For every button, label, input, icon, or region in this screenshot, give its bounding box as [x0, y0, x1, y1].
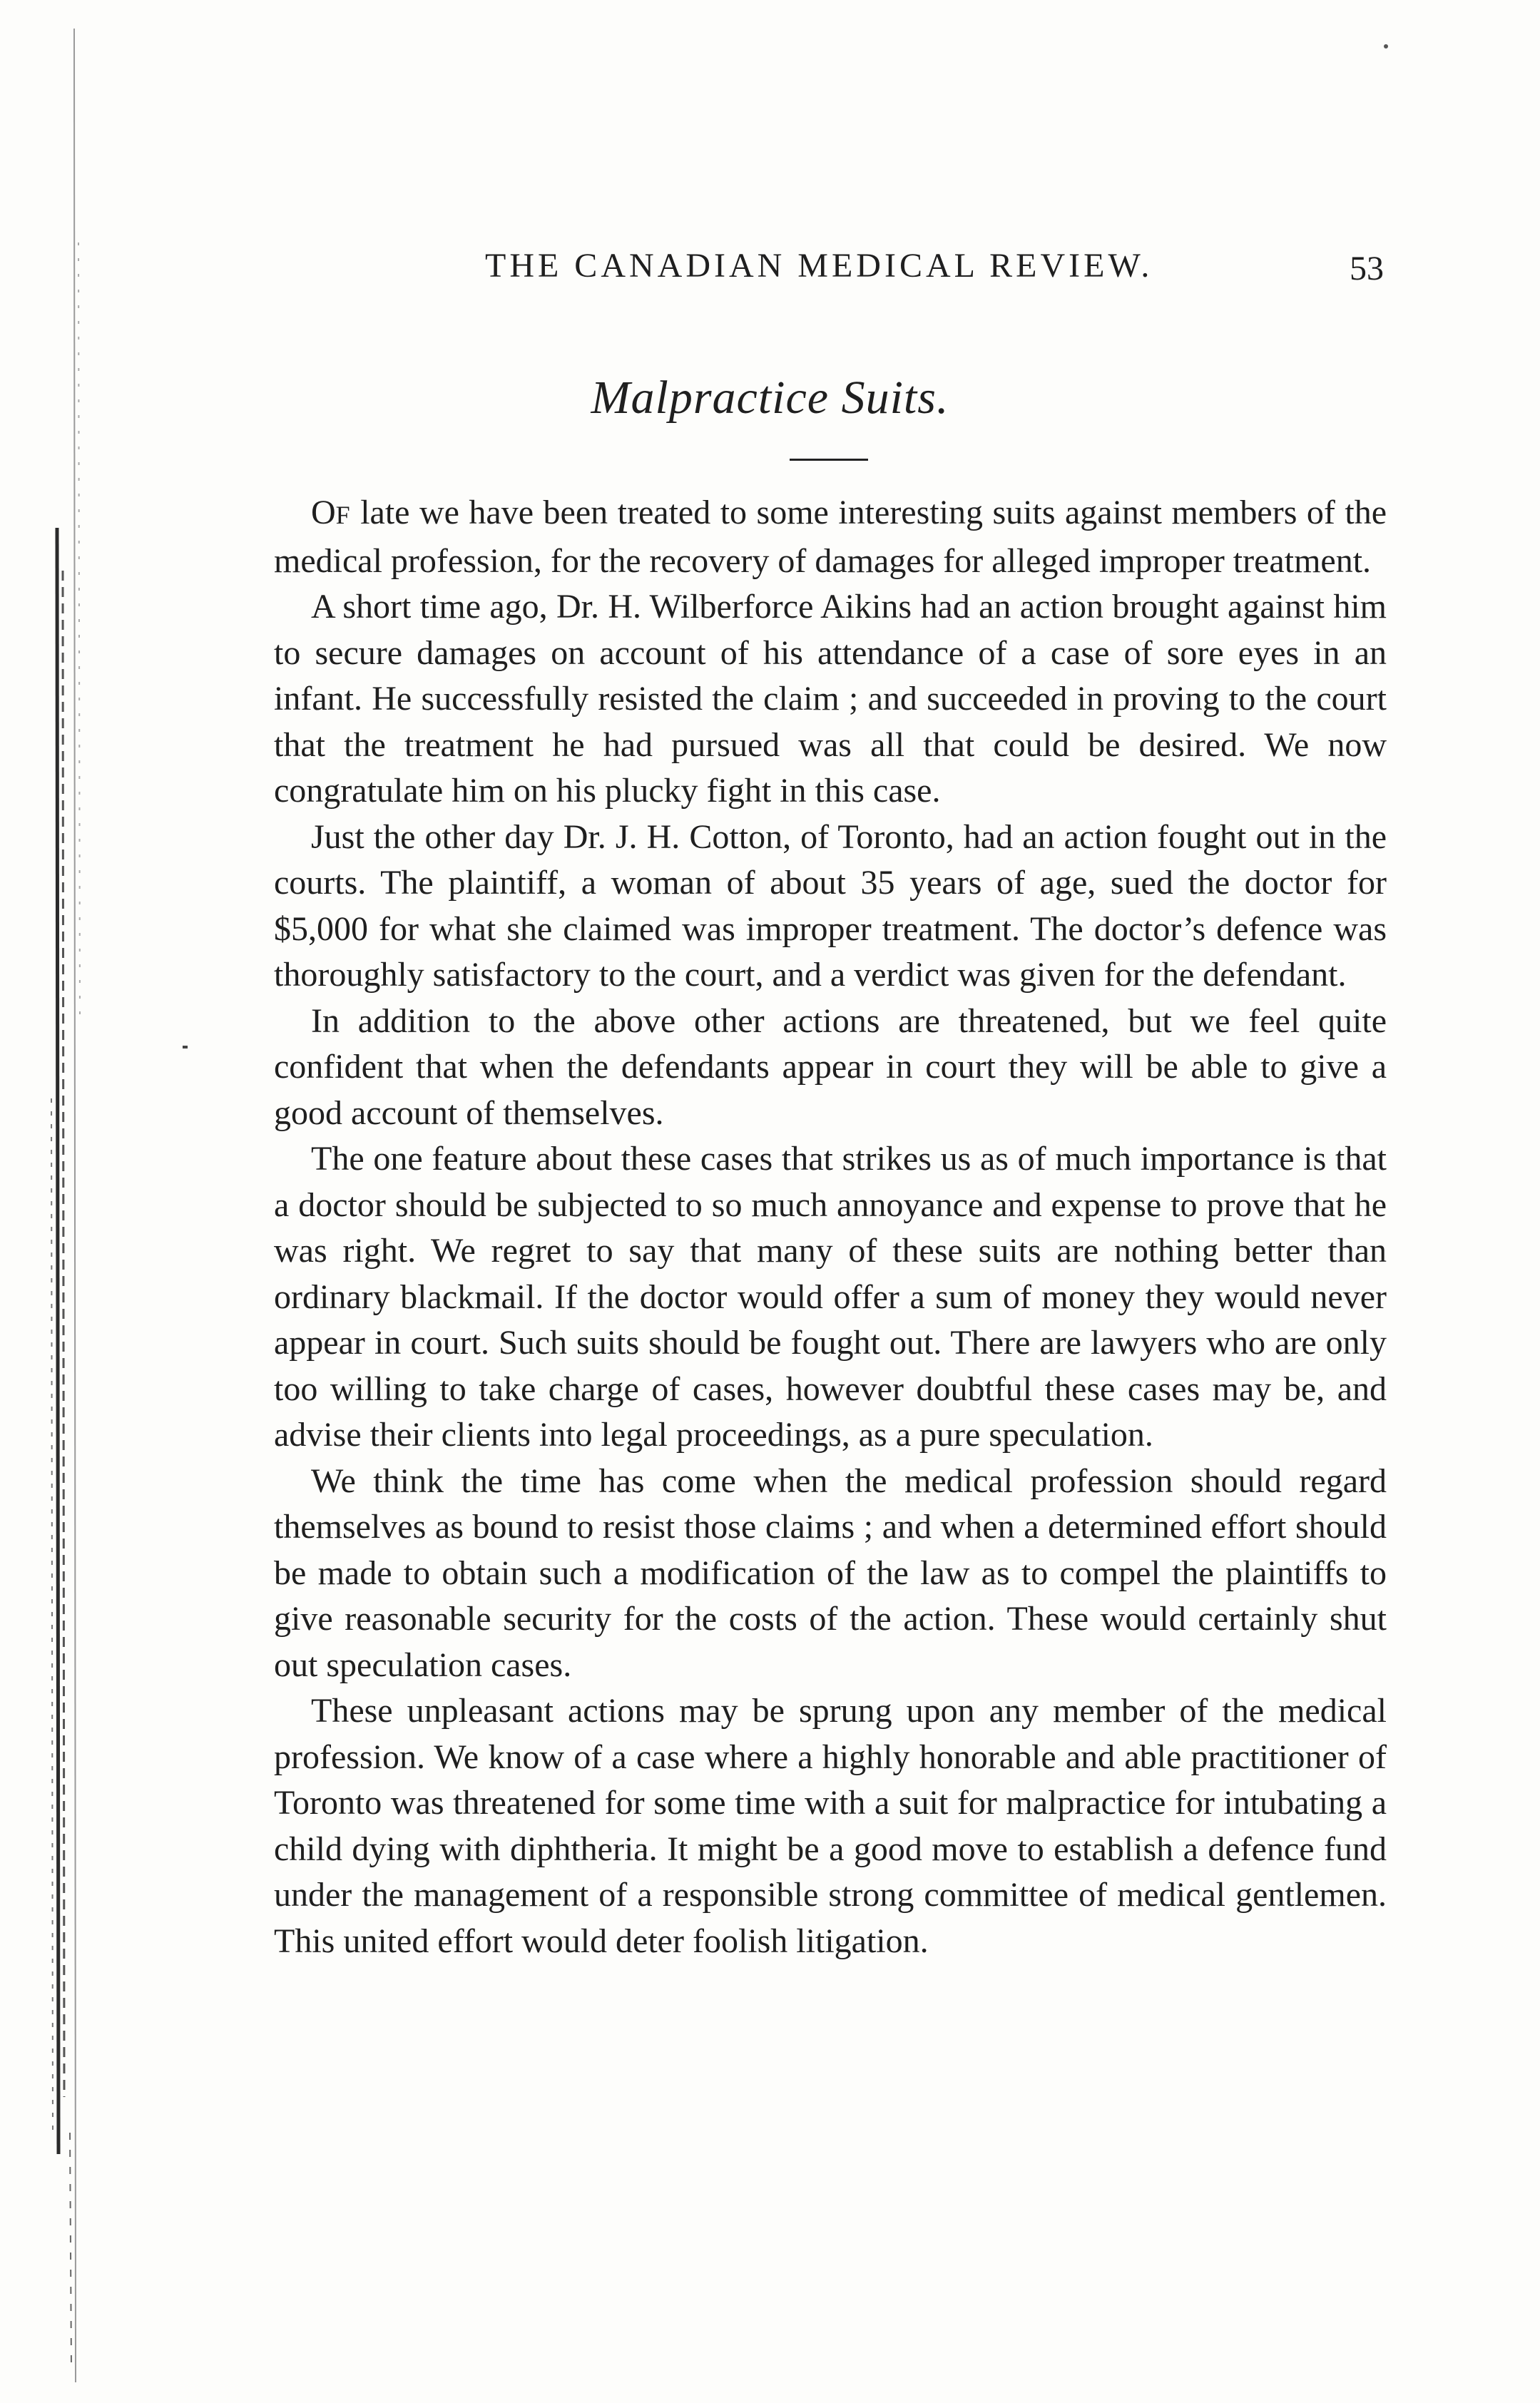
paragraph-1-text: late we have been treated to some interesting suits against members of the medical profession, for the recovery of damages for alleged improper treatment. — [274, 494, 1387, 580]
title-rule — [790, 459, 868, 461]
journal-name: THE CANADIAN MEDICAL REVIEW. — [485, 247, 1153, 285]
article-body — [274, 490, 1387, 1964]
stray-ink-dot — [1384, 44, 1388, 49]
paragraph-3: Just the other day Dr. J. H. Cotton, of Toronto, had an action fought out in the courts. The plaintiff, a woman of about 35 years of age, sued the doctor for $5,000 for what she claimed was improper treatment. The doctor’s defence was thoroughly satisfactory to the court, and a verdict was given for the defendant. — [274, 817, 1387, 994]
page-number: 53 — [1350, 250, 1384, 287]
paragraph-2: A short time ago, Dr. H. Wilberforce Aikins had an action brought against him to secure damages on account of his attendance of a case of sore eyes in an infant. He successfully resisted the claim ; and succeeded in proving to the court that the treatment he had pursued was all that could be desired. We now congratulate him on his plucky fight in this case. — [274, 588, 1387, 810]
paragraph-1 — [274, 490, 1387, 584]
article-title: Malpractice Suits. — [591, 372, 949, 424]
paragraph-4: In addition to the above other actions are threatened, but we feel quite confident that when the defendants appear in court they will be able to give a good account of themselves. — [274, 1001, 1387, 1132]
opening-smallcaps: F — [335, 501, 351, 529]
paragraph-7: These unpleasant actions may be sprung upon any member of the medical profession. We know of a case where a highly honorable and able practitioner of Toronto was threatened for some time with a suit for malpractice for intubating a child dying with diphtheria. It might be a good move to establish a defence fund under the management of a responsible strong committee of medical gentlemen. This united effort would deter foolish litigation. — [274, 1692, 1387, 1960]
stray-ink-mark — [183, 1046, 188, 1049]
paragraph-5: The one feature about these cases that strikes us as of much importance is that a doctor should be subjected to so much annoyance and expense to prove that he was right. We regret to say that many of these suits are nothing better than ordinary blackmail. If the doctor would offer a sum of money they would never appear in court. Such suits should be fought out. There are lawyers who are only too willing to take charge of cases, however doubtful these cases may be, and advise their clients into legal proceedings, as a pure speculation. — [274, 1140, 1387, 1454]
paragraph-6: We think the time has come when the medical profession should regard themselves as bound to resist those claims ; and when a determined effort should be made to obtain such a modification of the law as to compel the plaintiffs to give reasonable security for the costs of the action. These would certainly shut out speculation cases. — [274, 1461, 1387, 1684]
running-head — [271, 246, 1384, 296]
opening-initial: O — [311, 494, 336, 531]
